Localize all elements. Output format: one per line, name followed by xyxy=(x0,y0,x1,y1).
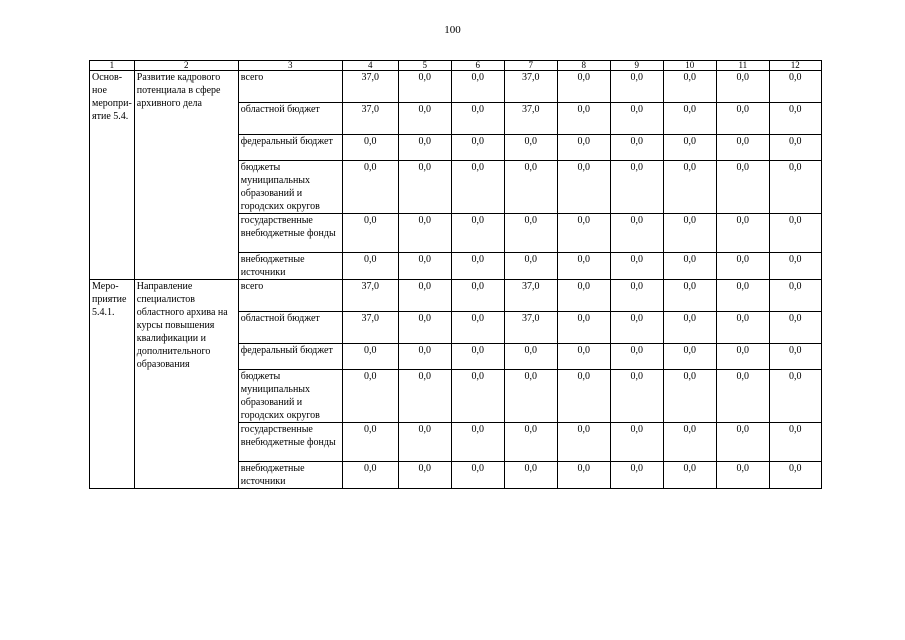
value-cell: 0,0 xyxy=(398,161,451,214)
value-cell: 0,0 xyxy=(716,280,769,312)
value-cell: 37,0 xyxy=(342,280,398,312)
value-cell: 0,0 xyxy=(716,253,769,280)
activity-code: Меро-приятие 5.4.1. xyxy=(90,280,135,489)
page-number: 100 xyxy=(444,24,461,36)
value-cell: 0,0 xyxy=(557,253,610,280)
value-cell: 0,0 xyxy=(716,135,769,161)
value-cell: 0,0 xyxy=(504,423,557,462)
value-cell: 0,0 xyxy=(451,214,504,253)
funding-source: государственные внебюджетные фонды xyxy=(238,214,342,253)
value-cell: 0,0 xyxy=(663,280,716,312)
value-cell: 37,0 xyxy=(504,103,557,135)
value-cell: 0,0 xyxy=(769,161,821,214)
header-cell: 5 xyxy=(398,61,451,71)
value-cell: 0,0 xyxy=(342,135,398,161)
value-cell: 0,0 xyxy=(398,103,451,135)
value-cell: 0,0 xyxy=(769,423,821,462)
value-cell: 0,0 xyxy=(610,312,663,344)
value-cell: 0,0 xyxy=(663,71,716,103)
value-cell: 0,0 xyxy=(557,312,610,344)
value-cell: 0,0 xyxy=(398,423,451,462)
table-row xyxy=(90,71,822,103)
value-cell: 0,0 xyxy=(557,462,610,489)
header-cell: 4 xyxy=(342,61,398,71)
value-cell: 0,0 xyxy=(342,423,398,462)
value-cell: 0,0 xyxy=(769,71,821,103)
value-cell: 0,0 xyxy=(451,135,504,161)
value-cell: 0,0 xyxy=(398,280,451,312)
value-cell: 0,0 xyxy=(451,161,504,214)
funding-source: федеральный бюджет xyxy=(238,135,342,161)
funding-source: всего xyxy=(238,280,342,312)
value-cell: 37,0 xyxy=(342,71,398,103)
value-cell: 0,0 xyxy=(557,370,610,423)
value-cell: 0,0 xyxy=(398,253,451,280)
value-cell: 0,0 xyxy=(557,344,610,370)
value-cell: 0,0 xyxy=(398,312,451,344)
header-cell: 10 xyxy=(663,61,716,71)
value-cell: 0,0 xyxy=(716,312,769,344)
value-cell: 0,0 xyxy=(451,370,504,423)
value-cell: 0,0 xyxy=(716,344,769,370)
funding-source: областной бюджет xyxy=(238,103,342,135)
header-cell: 6 xyxy=(451,61,504,71)
value-cell: 0,0 xyxy=(398,370,451,423)
value-cell: 0,0 xyxy=(342,462,398,489)
value-cell: 37,0 xyxy=(504,280,557,312)
value-cell: 0,0 xyxy=(610,370,663,423)
value-cell: 0,0 xyxy=(504,135,557,161)
value-cell: 0,0 xyxy=(557,423,610,462)
value-cell: 0,0 xyxy=(663,423,716,462)
header-cell: 9 xyxy=(610,61,663,71)
value-cell: 0,0 xyxy=(557,71,610,103)
value-cell: 0,0 xyxy=(451,423,504,462)
value-cell: 0,0 xyxy=(769,135,821,161)
value-cell: 0,0 xyxy=(557,135,610,161)
value-cell: 0,0 xyxy=(342,214,398,253)
budget-table xyxy=(89,60,822,489)
value-cell: 0,0 xyxy=(557,214,610,253)
value-cell: 0,0 xyxy=(398,214,451,253)
value-cell: 0,0 xyxy=(504,253,557,280)
value-cell: 0,0 xyxy=(769,214,821,253)
value-cell: 0,0 xyxy=(504,214,557,253)
value-cell: 0,0 xyxy=(716,370,769,423)
value-cell: 0,0 xyxy=(398,344,451,370)
value-cell: 0,0 xyxy=(504,462,557,489)
value-cell: 0,0 xyxy=(342,161,398,214)
value-cell: 0,0 xyxy=(610,71,663,103)
value-cell: 0,0 xyxy=(610,214,663,253)
funding-source: областной бюджет xyxy=(238,312,342,344)
value-cell: 0,0 xyxy=(557,103,610,135)
value-cell: 0,0 xyxy=(769,344,821,370)
value-cell: 37,0 xyxy=(342,312,398,344)
value-cell: 0,0 xyxy=(398,135,451,161)
value-cell: 37,0 xyxy=(504,71,557,103)
value-cell: 0,0 xyxy=(610,103,663,135)
value-cell: 37,0 xyxy=(504,312,557,344)
value-cell: 0,0 xyxy=(610,135,663,161)
value-cell: 0,0 xyxy=(504,161,557,214)
value-cell: 0,0 xyxy=(398,462,451,489)
funding-source: внебюджетные источники xyxy=(238,462,342,489)
header-row xyxy=(90,61,822,71)
value-cell: 0,0 xyxy=(610,280,663,312)
activity-name: Развитие кадрового потенциала в сфере архивного дела xyxy=(134,71,238,280)
value-cell: 0,0 xyxy=(451,462,504,489)
header-cell: 8 xyxy=(557,61,610,71)
value-cell: 0,0 xyxy=(398,71,451,103)
value-cell: 37,0 xyxy=(342,103,398,135)
value-cell: 0,0 xyxy=(769,370,821,423)
value-cell: 0,0 xyxy=(716,214,769,253)
value-cell: 0,0 xyxy=(769,312,821,344)
value-cell: 0,0 xyxy=(610,344,663,370)
header-cell: 12 xyxy=(769,61,821,71)
value-cell: 0,0 xyxy=(769,253,821,280)
funding-source: всего xyxy=(238,71,342,103)
value-cell: 0,0 xyxy=(716,161,769,214)
value-cell: 0,0 xyxy=(342,344,398,370)
value-cell: 0,0 xyxy=(610,423,663,462)
header-cell: 11 xyxy=(716,61,769,71)
value-cell: 0,0 xyxy=(504,344,557,370)
value-cell: 0,0 xyxy=(663,370,716,423)
header-cell: 7 xyxy=(504,61,557,71)
value-cell: 0,0 xyxy=(716,71,769,103)
value-cell: 0,0 xyxy=(451,312,504,344)
table-row xyxy=(90,280,822,312)
funding-source: федеральный бюджет xyxy=(238,344,342,370)
header-cell: 3 xyxy=(238,61,342,71)
value-cell: 0,0 xyxy=(342,370,398,423)
value-cell: 0,0 xyxy=(451,71,504,103)
value-cell: 0,0 xyxy=(610,161,663,214)
funding-source: внебюджетные источники xyxy=(238,253,342,280)
value-cell: 0,0 xyxy=(663,462,716,489)
value-cell: 0,0 xyxy=(342,253,398,280)
value-cell: 0,0 xyxy=(451,253,504,280)
value-cell: 0,0 xyxy=(769,462,821,489)
value-cell: 0,0 xyxy=(451,280,504,312)
value-cell: 0,0 xyxy=(663,344,716,370)
funding-source: бюджеты муниципальных образований и городских округов xyxy=(238,370,342,423)
value-cell: 0,0 xyxy=(663,135,716,161)
header-cell: 2 xyxy=(134,61,238,71)
value-cell: 0,0 xyxy=(451,103,504,135)
value-cell: 0,0 xyxy=(663,214,716,253)
value-cell: 0,0 xyxy=(716,423,769,462)
value-cell: 0,0 xyxy=(610,253,663,280)
value-cell: 0,0 xyxy=(610,462,663,489)
value-cell: 0,0 xyxy=(451,344,504,370)
value-cell: 0,0 xyxy=(716,103,769,135)
header-cell: 1 xyxy=(90,61,135,71)
activity-code: Основ-ное меропри-ятие 5.4. xyxy=(90,71,135,280)
value-cell: 0,0 xyxy=(769,103,821,135)
value-cell: 0,0 xyxy=(663,161,716,214)
funding-source: бюджеты муниципальных образований и городских округов xyxy=(238,161,342,214)
value-cell: 0,0 xyxy=(557,280,610,312)
value-cell: 0,0 xyxy=(557,161,610,214)
value-cell: 0,0 xyxy=(769,280,821,312)
value-cell: 0,0 xyxy=(504,370,557,423)
activity-name: Направление специалистов областного архива на курсы повышения квалификации и дополнительного образования xyxy=(134,280,238,489)
value-cell: 0,0 xyxy=(663,103,716,135)
value-cell: 0,0 xyxy=(663,253,716,280)
value-cell: 0,0 xyxy=(716,462,769,489)
value-cell: 0,0 xyxy=(663,312,716,344)
funding-source: государственные внебюджетные фонды xyxy=(238,423,342,462)
